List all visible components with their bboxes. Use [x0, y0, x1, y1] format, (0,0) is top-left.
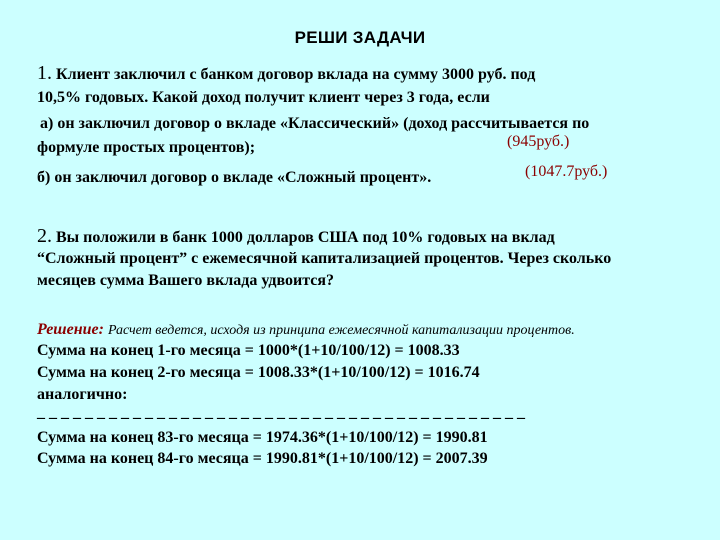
task2-text-line3: месяцев сумма Вашего вклада удвоится?	[37, 272, 335, 289]
task1-option-b-line: б) он заключил договор о вкладе «Сложный процент».	[37, 169, 432, 186]
solution-line: аналогично:	[37, 386, 128, 403]
task1-number: 1.	[37, 62, 52, 84]
task1-option-b-answer: (1047.7руб.)	[525, 163, 608, 180]
solution-label: Решение:	[37, 321, 104, 338]
task2-text-line1: Вы положили в банк 1000 долларов США под 10% годовых на вклад	[56, 229, 555, 246]
page-title: РЕШИ ЗАДАЧИ	[294, 28, 426, 47]
solution-line: Сумма на конец 84-го месяца = 1990.81*(1+10/100/12) = 2007.39	[37, 450, 488, 467]
task1-option-a-answer: (945руб.)	[507, 133, 570, 150]
task2-line1	[37, 225, 555, 248]
solution-intro-text: Расчет ведется, исходя из принципа ежемесячной капитализации процентов.	[107, 323, 575, 338]
task2-text-line2: “Сложный процент” с ежемесячной капитализацией процентов. Через сколько	[37, 250, 612, 267]
solution-intro	[37, 321, 575, 339]
task1-option-a-line2: формуле простых процентов);	[37, 139, 256, 156]
task1-text-line2: 10,5% годовых. Какой доход получит клиент через 3 года, если	[37, 89, 490, 106]
task1-option-a-line1: а) он заключил договор о вкладе «Классический» (доход рассчитывается по	[40, 115, 590, 132]
task1-text-line1: Клиент заключил с банком договор вклада на сумму 3000 руб. под	[56, 66, 536, 83]
task2-number: 2.	[37, 225, 52, 247]
solution-line: Сумма на конец 83-го месяца = 1974.36*(1+10/100/12) = 1990.81	[37, 429, 488, 446]
solution-line: Сумма на конец 1-го месяца = 1000*(1+10/100/12) = 1008.33	[37, 342, 460, 359]
solution-line: Сумма на конец 2-го месяца = 1008.33*(1+10/100/12) = 1016.74	[37, 364, 480, 381]
task1-line1	[37, 62, 535, 85]
solution-separator: _ _ _ _ _ _ _ _ _ _ _ _ _ _ _ _ _ _ _ _ _ _ _ _ _ _ _ _ _ _ _ _ _ _ _ _ _ _ _ _ _	[37, 404, 525, 421]
